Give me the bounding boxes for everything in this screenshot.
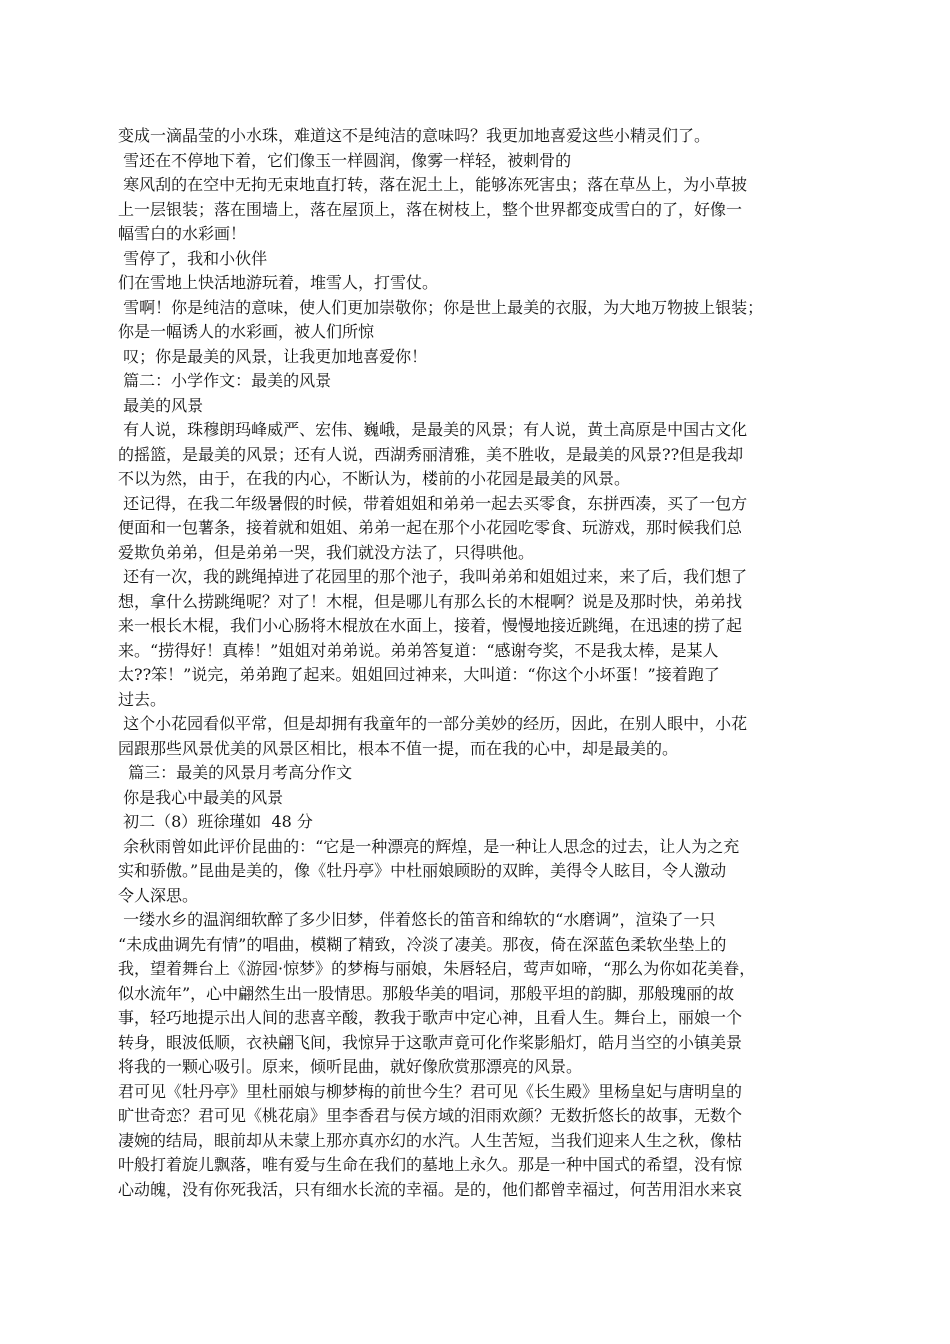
- text-line: 爱欺负弟弟，但是弟弟一哭，我们就没方法了，只得哄他。: [118, 542, 535, 562]
- text-line: 事，轻巧地提示出人间的悲喜辛酸，教我于歌声中定心神，且看人生。舞台上，丽娘一个: [118, 1008, 743, 1027]
- text-column: [118, 124, 830, 1202]
- text-line: 还记得，在我二年级暑假的时候，带着姐姐和弟弟一起去买零食，东拼西凑，买了一包方: [118, 493, 748, 513]
- text-line: 转身，眼波低顺，衣袂翩飞间，我惊异于这歌声竟可化作桨影船灯，皓月当空的小镇美景: [118, 1032, 743, 1052]
- text-line: 叶般打着旋儿飘落，唯有爱与生命在我们的墓地上永久。那是一种中国式的希望，没有惊: [118, 1155, 743, 1174]
- text-line: 想，拿什么捞跳绳呢？对了！木棍，但是哪儿有那么长的木棍啊？说是及那时快，弟弟找: [118, 591, 743, 611]
- text-line: 过去。: [118, 689, 167, 709]
- text-line: 你是我心中最美的风景: [118, 787, 284, 807]
- text-line: 来。“捞得好！真棒！”姐姐对弟弟说。弟弟答复道：“感谢夸奖，不是我太棒，是某人: [118, 640, 719, 660]
- text-line: 这个小花园看似平常，但是却拥有我童年的一部分美妙的经历，因此，在别人眼中，小花: [118, 714, 748, 733]
- text-line: 雪停了，我和小伙伴: [118, 248, 268, 268]
- text-line: 的摇篮，是最美的风景；还有人说，西湖秀丽清雅，美不胜收，是最美的风景??但是我却: [118, 444, 744, 464]
- text-line: 初二（8）班徐瑾如 48 分: [118, 812, 313, 831]
- text-line: 君可见《牡丹亭》里杜丽娘与柳梦梅的前世今生？君可见《长生殿》里杨皇妃与唐明皇的: [118, 1081, 743, 1101]
- text-line: 你是一幅诱人的水彩画，被人们所惊: [118, 322, 375, 341]
- text-line: 园跟那些风景优美的风景区相比，根本不值一提，而在我的心中，却是最美的。: [118, 738, 679, 758]
- text-line: 实和骄傲。”昆曲是美的，像《牡丹亭》中杜丽娘顾盼的双眸，美得令人眩目，令人激动: [118, 861, 727, 880]
- text-line: 寒风刮的在空中无拘无束地直打转，落在泥土上，能够冻死害虫；落在草丛上，为小草披: [118, 175, 748, 194]
- text-line: 篇三：最美的风景月考高分作文: [118, 763, 353, 782]
- text-line: 还有一次，我的跳绳掉进了花园里的那个池子，我叫弟弟和姐姐过来，来了后，我们想了: [118, 567, 748, 586]
- text-line: 似水流年”，心中翩然生出一股情思。那般华美的唱词，那般平坦的韵脚，那般瑰丽的故: [118, 983, 735, 1003]
- text-line: 我，望着舞台上《游园·惊梦》的梦梅与丽娘，朱唇轻启，莺声如啼，“那么为你如花美眷，: [118, 959, 756, 978]
- text-line: 幅雪白的水彩画！: [118, 224, 247, 243]
- text-line: 余秋雨曾如此评价昆曲的：“它是一种漂亮的辉煌，是一种让人思念的过去，让人为之充: [118, 836, 740, 856]
- text-line: 心动魄，没有你死我活，只有细水长流的幸福。是的，他们都曾幸福过，何苦用泪水来哀: [118, 1179, 743, 1199]
- text-line: 篇二：小学作文：最美的风景: [118, 371, 332, 390]
- text-line: 将我的一颗心吸引。原来，倾听昆曲，就好像欣赏那漂亮的风景。: [118, 1057, 583, 1076]
- text-line: 旷世奇恋？君可见《桃花扇》里李香君与侯方域的泪雨欢颜？无数折悠长的故事，无数个: [118, 1106, 743, 1125]
- text-line: 上一层银装；落在围墙上，落在屋顶上，落在树枝上，整个世界都变成雪白的了，好像一: [118, 199, 743, 219]
- text-line: 来一根长木棍，我们小心肠将木棍放在水面上，接着，慢慢地接近跳绳，在迅速的捞了起: [118, 616, 743, 635]
- text-line: 不以为然，由于，在我的内心，不断认为，楼前的小花园是最美的风景。: [118, 469, 631, 488]
- text-line: 最美的风景: [118, 395, 204, 415]
- text-line: 们在雪地上快活地游玩着，堆雪人，打雪仗。: [118, 273, 439, 292]
- text-line: 凄婉的结局，眼前却从未蒙上那亦真亦幻的水汽。人生苦短，当我们迎来人生之秋，像枯: [118, 1130, 743, 1150]
- text-line: 太??笨！”说完，弟弟跑了起来。姐姐回过神来，大叫道：“你这个小坏蛋！”接着跑了: [118, 665, 720, 684]
- text-line: 有人说，珠穆朗玛峰威严、宏伟、巍峨，是最美的风景；有人说，黄土高原是中国古文化: [118, 420, 748, 439]
- text-line: 一缕水乡的温润细软醉了多少旧梦，伴着悠长的笛音和绵软的“水磨调”，渲染了一只: [118, 910, 716, 929]
- text-line: “未成曲调先有情”的唱曲，模糊了精致，冷淡了凄美。那夜，倚在深蓝色柔软坐垫上的: [118, 934, 727, 954]
- text-line: 变成一滴晶莹的小水珠，难道这不是纯洁的意味吗？我更加地喜爱这些小精灵们了。: [118, 126, 711, 145]
- text-line: 令人深思。: [118, 885, 199, 905]
- text-line: 便面和一包薯条，接着就和姐姐、弟弟一起在那个小花园吃零食、玩游戏，那时候我们总: [118, 518, 743, 537]
- document-page: [118, 124, 830, 1202]
- text-line: 雪还在不停地下着，它们像玉一样圆润，像雾一样轻，被刺骨的: [118, 150, 572, 170]
- text-line: 雪啊！你是纯洁的意味，使人们更加崇敬你；你是世上最美的衣服，为大地万物披上银装；: [118, 297, 764, 317]
- text-line: 叹；你是最美的风景，让我更加地喜爱你！: [118, 346, 428, 366]
